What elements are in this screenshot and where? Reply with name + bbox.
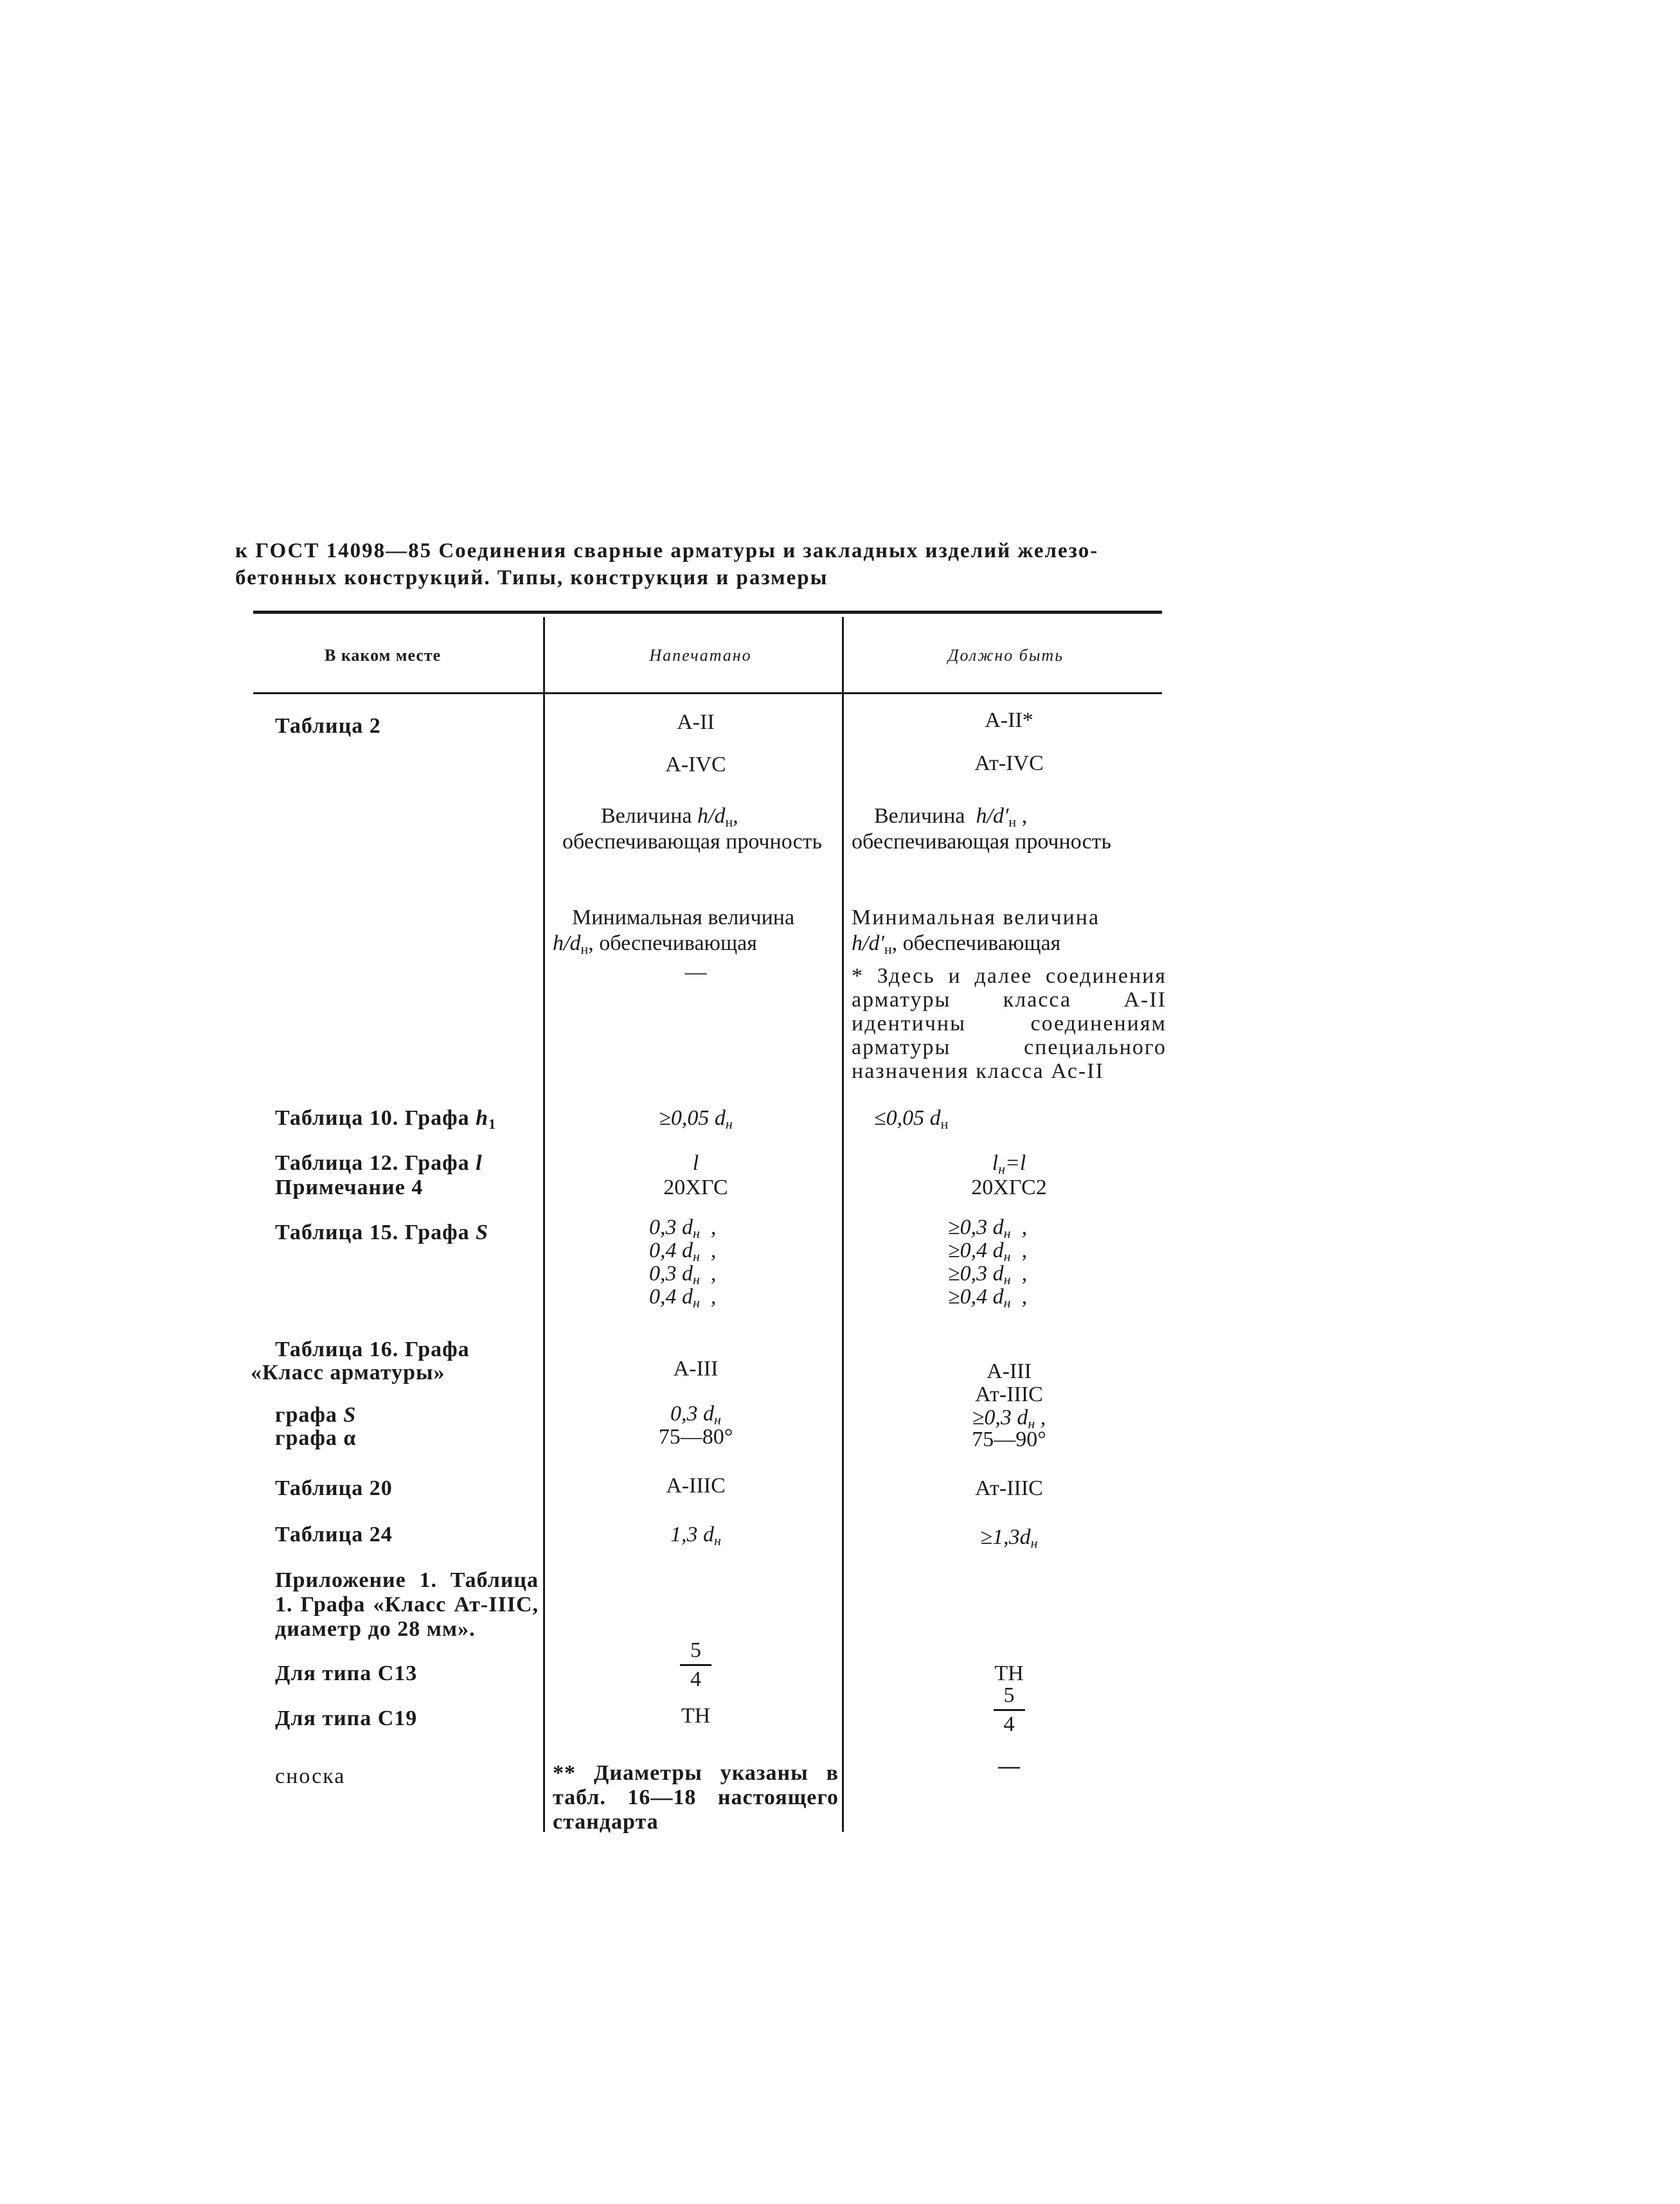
fraction-should-c19: $\frac{5}{4}$ — [994, 1684, 1025, 1736]
row-fn-printed: ** Диаметры указаны в табл. 16—18 настоящего стандарта — [553, 1761, 839, 1834]
row-t16-where-4: графа α — [275, 1426, 357, 1450]
row-t16-printed-a: 75—80° — [658, 1425, 733, 1449]
row-t2-printed-dash: — — [684, 960, 707, 984]
row-t16-should-2: Ат-IIIС — [975, 1383, 1043, 1406]
row-t2-printed-ratio-text: обеспечивающая прочность — [562, 830, 823, 854]
row-t10-should: ≤0,05 $d_н$ — [874, 1106, 949, 1132]
row-t15-printed-3: 0,3 $d_н$ , — [649, 1262, 717, 1287]
table-top-rule — [253, 611, 1162, 614]
row-t15-where: Таблица 15. Графа S — [275, 1221, 489, 1244]
row-app1-where: Приложение 1. Таблица 1. Графа «Класс Ат-IIIС, диаметр до 28 мм». — [275, 1568, 539, 1641]
heading-line-2: бетонных конструкций. Типы, конструкция и размеры — [235, 566, 828, 589]
row-t12-where-2: Примечание 4 — [275, 1176, 424, 1199]
row-t10-where: Таблица 10. Графа $h_1$ — [275, 1106, 497, 1132]
row-t12-where: Таблица 12. Графа l — [275, 1151, 483, 1175]
row-c19-should — [852, 1684, 1166, 1736]
row-t2-should-min: Минимальная величина — [852, 906, 1100, 929]
row-t15-should-2: ≥0,4 $d_н$ , — [948, 1239, 1028, 1264]
table-header-rule — [253, 692, 1162, 694]
row-t10-printed: ≥0,05 $d_н$ — [659, 1106, 733, 1132]
row-t20-where: Таблица 20 — [275, 1476, 393, 1500]
column-header-should-be: Должно быть — [947, 646, 1064, 665]
row-t16-should-1: А-III — [987, 1359, 1032, 1383]
column-divider-2 — [842, 617, 844, 1832]
row-fn-should: — — [998, 1754, 1020, 1778]
heading-line-1: к ГОСТ 14098—85 Соединения сварные арматуры и закладных изделий железо- — [235, 539, 1099, 562]
row-t15-should-4: ≥0,4 $d_н$ , — [948, 1285, 1028, 1311]
row-t2-printed-ratio: Величина $h/d_н$, — [601, 804, 738, 830]
column-divider-1 — [543, 617, 545, 1832]
row-t16-printed-1: А-III — [673, 1357, 719, 1381]
row-t12-should-1: $l_н=l$ — [992, 1151, 1026, 1177]
row-t15-should-1: ≥0,3 $d_н$ , — [948, 1215, 1028, 1241]
row-t2-should-1: А-II* — [985, 708, 1033, 732]
column-header-printed: Напечатано — [649, 646, 752, 665]
row-t2-should-ratio-text: обеспечивающая прочность — [852, 830, 1112, 854]
row-t15-printed-2: 0,4 $d_н$ , — [649, 1239, 717, 1264]
fraction-printed-c13: $\frac{5}{4}$ — [680, 1639, 711, 1691]
row-t15-printed-4: 0,4 $d_н$ , — [649, 1285, 717, 1311]
row-t2-should-ratio: Величина $h/d'_н$ , — [874, 804, 1028, 830]
row-t16-where-3: графа S — [275, 1403, 357, 1427]
column-header-where: В каком месте — [325, 646, 442, 665]
row-c13-printed — [553, 1639, 839, 1691]
row-t2-printed-1: А-II — [677, 710, 715, 734]
row-t2-should-min-ratio: $h/d'_н$, обеспечивающая — [852, 931, 1061, 957]
row-c19-where: Для типа С19 — [275, 1707, 418, 1730]
row-c13-where: Для типа С13 — [275, 1662, 418, 1685]
page-heading — [235, 537, 1167, 591]
row-t15-should-3: ≥0,3 $d_н$ , — [948, 1262, 1028, 1287]
row-t12-printed-2: 20ХГС — [663, 1176, 728, 1199]
row-t16-should-s: ≥0,3 $d_н$ , — [972, 1406, 1046, 1431]
row-c19-printed: ТН — [681, 1704, 711, 1728]
row-c13-should: ТН — [994, 1662, 1024, 1685]
row-t15-printed-1: 0,3 $d_н$ , — [649, 1215, 717, 1241]
row-t2-printed-min: Минимальная величина — [572, 906, 795, 929]
row-t2-where: Таблица 2 — [275, 714, 381, 738]
row-t20-should: Ат-IIIС — [975, 1476, 1043, 1500]
row-t24-printed: 1,3 $d_н$ — [670, 1523, 721, 1548]
row-t12-should-2: 20ХГС2 — [971, 1176, 1047, 1199]
row-fn-where: сноска — [275, 1764, 346, 1788]
row-t2-footnote: * Здесь и далее соединения арматуры класса А-II идентичны соединениям арматуры специального назначения класса Ас-II — [852, 964, 1166, 1083]
row-t2-printed-2: А-IVC — [665, 753, 726, 776]
row-t20-printed: А-IIIС — [666, 1474, 726, 1498]
row-t2-printed-min-ratio: $h/d_н$, обеспечивающая — [553, 931, 757, 957]
row-t16-where-1: Таблица 16. Графа — [275, 1338, 470, 1361]
row-t16-printed-s: 0,3 $d_н$ — [670, 1402, 721, 1428]
row-t12-printed-1: l — [692, 1151, 699, 1175]
row-t16-where-2: «Класс арматуры» — [251, 1361, 445, 1384]
row-t24-where: Таблица 24 — [275, 1523, 393, 1546]
row-t2-should-2: Ат-IVC — [974, 751, 1044, 775]
row-t24-should: $\ge 1,3d_н$ — [980, 1525, 1038, 1551]
row-t16-should-a: 75—90° — [972, 1428, 1046, 1451]
